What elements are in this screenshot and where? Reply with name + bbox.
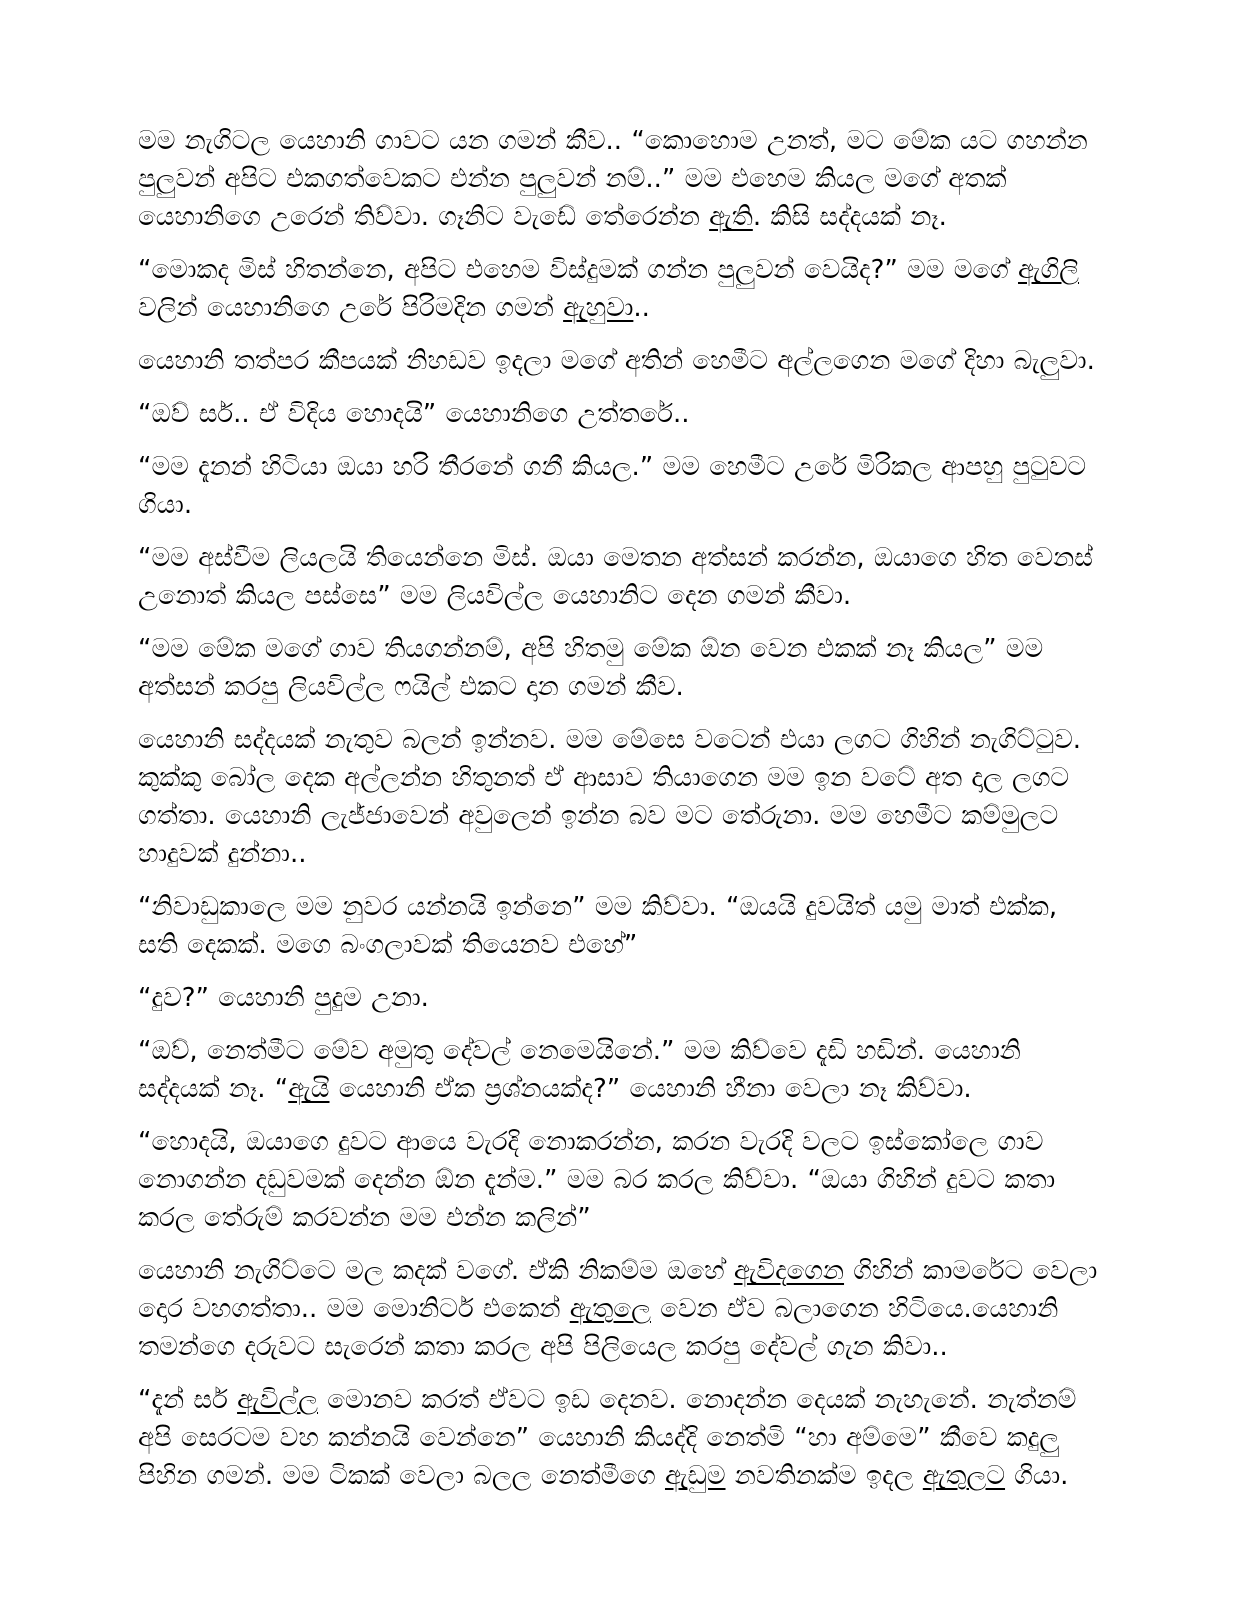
paragraph xyxy=(138,979,1102,1017)
text-run: යෙහානි සද්දයක් නැතුව බලන් ඉන්නව. මම මේසෙ වටෙන් එයා ලගට ගිහින් නැගිට්ටුව. කුක්කු බෝල දෙක අල්ලන්න හිතුනත් ඒ ආසාව තියාගෙන මම ඉන වටේ අත දාල ලගට ගත්තා. යෙහානි ලැජ්ජාවෙන් අවුලෙන් ඉන්න බව මට තේරුනා. මම හෙමීට කම්මුලට හාදුවක් දුන්නා.. xyxy=(138,725,1082,869)
underlined-text-run: ඇවිල්ල xyxy=(237,1385,319,1415)
paragraph xyxy=(138,1252,1102,1366)
text-run: යෙහානි තත්පර කීපයක් නිහඩව ඉදලා මගේ අතින් හෙමීට අල්ලගෙන මගේ දිහා බැලුවා. xyxy=(138,346,1095,376)
text-run: “දුව?” යෙහානි පුදුම උනා. xyxy=(138,983,429,1013)
paragraph xyxy=(138,1032,1102,1108)
text-run: යෙහානි ඒක ප්‍රශ්නයක්ද?” යෙහානි හීනා වෙලා නෑ කිව්වා. xyxy=(329,1074,972,1104)
text-run: “දැන් සර් xyxy=(138,1385,238,1415)
underlined-text-run: ඇඩුම xyxy=(664,1461,726,1491)
text-run: “මම මේක මගේ ගාව තියගන්නම්, අපි හිතමු මේක ඕන වෙන එකක් නෑ කියල” මම අත්සන් කරපු ලියවිල්ල ෆයිල් එකට දාන ගමන් කීව. xyxy=(138,634,1044,702)
paragraph xyxy=(138,1381,1102,1495)
underlined-text-run: ඇවිදගෙන xyxy=(733,1256,845,1286)
text-run: “නිවාඩුකාලෙ මම නුවර යන්නයි ඉන්නෙ” මම කිව්වා. “ඔයයි දුවයිත් යමු මාත් එක්ක, සති දෙකක්. මගෙ බංගලාවක් තියෙනව එහේ” xyxy=(138,892,1058,960)
text-run: වලින් යෙහානිගෙ උරේ පිරිමදින ගමන් xyxy=(138,293,564,323)
text-run: “ඔව් සර්.. ඒ විදිය හොදයි” යෙහානිගෙ උත්තරේ.. xyxy=(138,399,690,429)
text-run: “හොදයි, ඔයාගෙ දුවට ආයෙ වැරදි නොකරන්න, කරන වැරදි වලට ඉස්කෝලෙ ගාව නොගන්න දඩුවමක් දෙන්න ඕන දැන්ම.” මම බර කරල කිව්වා. “ඔයා ගිහින් දුවට කතා කරල තේරුම් කරවන්න මම එන්න කලින්” xyxy=(138,1127,1056,1233)
text-body xyxy=(138,122,1102,1495)
underlined-text-run: ඇහුවා xyxy=(563,293,634,323)
text-run: “ඔව්, නෙත්මීට මේව අමුතු දේවල් නෙමෙයිනේ.” මම කිව්වෙ දැඩි හඩින්. යෙහානි සද්දයක් නෑ. “ xyxy=(138,1036,1021,1104)
paragraph xyxy=(138,1123,1102,1237)
text-run: “මම දැනන් හිටියා ඔයා හරි තීරනේ ගනී කියල.” මම හෙමීට උරේ මිරිකල ආපහු පුටුවට ගියා. xyxy=(138,452,1087,520)
underlined-text-run: ඇයි xyxy=(288,1074,330,1104)
text-run: මොනව කරත් ඒවට ඉඩ දෙනව. නොදන්න දෙයක් නැහැනේ. නැත්නම් අපි සෙරටම වහ කන්නයි වෙන්නෙ” යෙහානි කියද්දි නෙත්මි “හා අම්මෙ” කීවෙ කදුලු පිහින ගමන්. මම ටිකක් වෙලා බලල නෙත්මීගෙ xyxy=(138,1385,1077,1491)
underlined-text-run: ඇතුලට xyxy=(922,1461,1006,1491)
paragraph xyxy=(138,448,1102,524)
text-run: ගියා. xyxy=(1005,1461,1069,1491)
text-run: වෙන ඒව බලාගෙන හිටියෙ.යෙහානි තමන්ගෙ දරුවට සැරෙන් කතා කරල අපි පිලියෙල කරපු දේවල් ගැන කිවා.. xyxy=(138,1294,1059,1362)
paragraph xyxy=(138,251,1102,327)
paragraph xyxy=(138,395,1102,433)
paragraph xyxy=(138,122,1102,236)
text-run: .. xyxy=(633,293,650,323)
underlined-text-run: ඇගිලි xyxy=(1018,255,1080,285)
text-run: නවතිනක්ම ඉදල xyxy=(725,1461,923,1491)
text-run: මම නැගිටල යෙහානි ගාවට යන ගමන් කීව.. “කොහොම උනත්, මට මේක යට ගහන්න පුලුවන් අපිට එකගත්වෙකට එන්න පුලුවන් නම්..” මම එහෙම කියල මගේ අතක් යෙහානිගෙ උරෙන් තිව්වා. ගෑනිට වැඩේ තේරෙන්න xyxy=(138,126,1088,232)
paragraph xyxy=(138,539,1102,615)
paragraph xyxy=(138,888,1102,964)
text-run: ගිහින් කාමරේට වෙලා දොර වහගත්තා.. මම මොනිටර් එකෙන් xyxy=(138,1256,1098,1324)
text-run: “මොකද මිස් හිතන්නෙ, අපිට එහෙම විස්දුමක් ගන්න පුලුවන් වෙයිද?” මම මගේ xyxy=(138,255,1019,285)
text-run: . කිසි සද්දයක් නෑ. xyxy=(752,202,947,232)
underlined-text-run: ඇති xyxy=(709,202,753,232)
paragraph xyxy=(138,721,1102,873)
text-run: “මම අස්වීම ලියලයි තියෙන්නෙ මිස්. ඔයා මෙතන අත්සන් කරන්න, ඔයාගෙ හිත වෙනස් උනොත් කියල පස්සෙ” මම ලියවිල්ල යෙහානිට දෙන ගමන් කීවා. xyxy=(138,543,1093,611)
paragraph xyxy=(138,342,1102,380)
text-run: යෙහානි නැගිට්ටෙ මල කදක් වගේ. ඒකි නිකම්ම ඔහේ xyxy=(138,1256,734,1286)
underlined-text-run: ඇතුලෙ xyxy=(569,1294,651,1324)
paragraph xyxy=(138,630,1102,706)
